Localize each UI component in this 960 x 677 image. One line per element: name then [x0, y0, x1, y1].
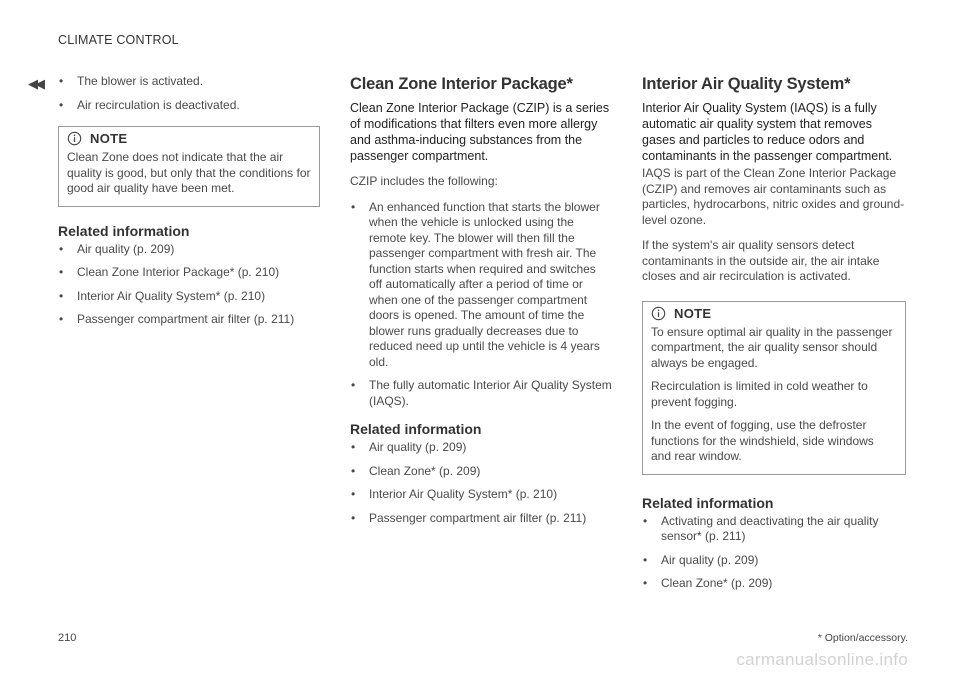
- link-air-quality[interactable]: • Air quality (p. 209): [59, 241, 175, 256]
- section-heading-iaqs: Interior Air Quality System*: [642, 75, 851, 93]
- note-box: [642, 301, 906, 475]
- body-paragraph: IAQS is part of the Clean Zone Interior Package (CZIP) and removes air contaminants such as particles, hydrocarbons, nitric oxides and ground-level ozone.: [642, 166, 905, 227]
- note-title: NOTE: [674, 305, 712, 321]
- link-passenger-compartment-air-filter[interactable]: • Passenger compartment air filter (p. 211): [59, 312, 295, 326]
- link-clean-zone[interactable]: • Clean Zone* (p. 209): [643, 576, 773, 590]
- link-interior-air-quality-system[interactable]: • Interior Air Quality System* (p. 210): [59, 288, 266, 303]
- column-1: [58, 74, 320, 336]
- list-item: • The blower is activated.: [59, 74, 204, 88]
- chapter-title: CLIMATE CONTROL: [58, 33, 179, 47]
- column-3: [642, 74, 906, 600]
- link-clean-zone[interactable]: • Clean Zone* (p. 209): [351, 463, 481, 478]
- related-links: [642, 514, 906, 592]
- list-item: • The fully automatic Interior Air Quality System (IAQS).: [351, 378, 612, 408]
- body-paragraph: If the system's air quality sensors detect contaminants in the outside air, the air intake closes and air recirculation is activated.: [642, 238, 880, 283]
- info-icon: [651, 306, 666, 321]
- related-information-heading: Related information: [642, 494, 774, 511]
- link-interior-air-quality-system[interactable]: • Interior Air Quality System* (p. 210): [351, 487, 558, 501]
- column-2: [350, 74, 612, 534]
- intro-text: CZIP includes the following:: [350, 174, 498, 188]
- lead-paragraph: Interior Air Quality System (IAQS) is a fully automatic air quality system that removes gases and particles to reduce odors and contaminants in the passenger compartment.: [642, 101, 893, 163]
- info-icon: [67, 131, 82, 146]
- related-links: [350, 440, 612, 526]
- related-information-heading: Related information: [58, 222, 190, 239]
- option-footnote: * Option/accessory.: [817, 632, 908, 644]
- note-text: To ensure optimal air quality in the passenger compartment, the air quality sensor should always be engaged. Recirculation is limited in cold weather to prevent fogging. In the event of fogging, use the defroster functions for the windshield, side windows and rear window.: [651, 324, 893, 463]
- list-item: • Air recirculation is deactivated.: [59, 97, 240, 112]
- section-heading-czip: Clean Zone Interior Package*: [350, 75, 573, 93]
- note-title: NOTE: [90, 131, 128, 146]
- continued-arrows-icon: ◀◀: [28, 76, 42, 91]
- link-passenger-compartment-air-filter[interactable]: • Passenger compartment air filter (p. 211): [351, 510, 587, 525]
- related-links: [58, 242, 320, 328]
- note-box: [58, 126, 320, 207]
- lead-paragraph: Clean Zone Interior Package (CZIP) is a series of modifications that filters even more allergy and asthma-inducing substances from the passenger compartment.: [350, 101, 610, 163]
- note-text: Clean Zone does not indicate that the air quality is good, but only that the conditions for good air quality have been met.: [67, 150, 311, 195]
- czip-feature-list: [350, 200, 612, 410]
- page-number: 210: [58, 632, 77, 644]
- link-clean-zone-interior-package[interactable]: • Clean Zone Interior Package* (p. 210): [59, 265, 280, 279]
- continued-bullet-list: [58, 74, 320, 113]
- link-air-quality[interactable]: • Air quality (p. 209): [643, 552, 759, 567]
- list-item: • An enhanced function that starts the blower when the vehicle is unlocked using the remote key. The blower will then fill the passenger compartment with fresh air. The function starts when required and switches off automatically after a period of time or when one of the passenger compartment doors is opened. The amount of time the blower runs gradually decreases due to reduced need up until the vehicle is 4 years old.: [351, 199, 600, 369]
- link-air-quality[interactable]: • Air quality (p. 209): [351, 440, 467, 454]
- link-activating-air-quality-sensor[interactable]: • Activating and deactivating the air quality sensor* (p. 211): [643, 513, 879, 543]
- watermark: carmanualsonline.info: [736, 650, 908, 669]
- related-information-heading: Related information: [350, 421, 482, 437]
